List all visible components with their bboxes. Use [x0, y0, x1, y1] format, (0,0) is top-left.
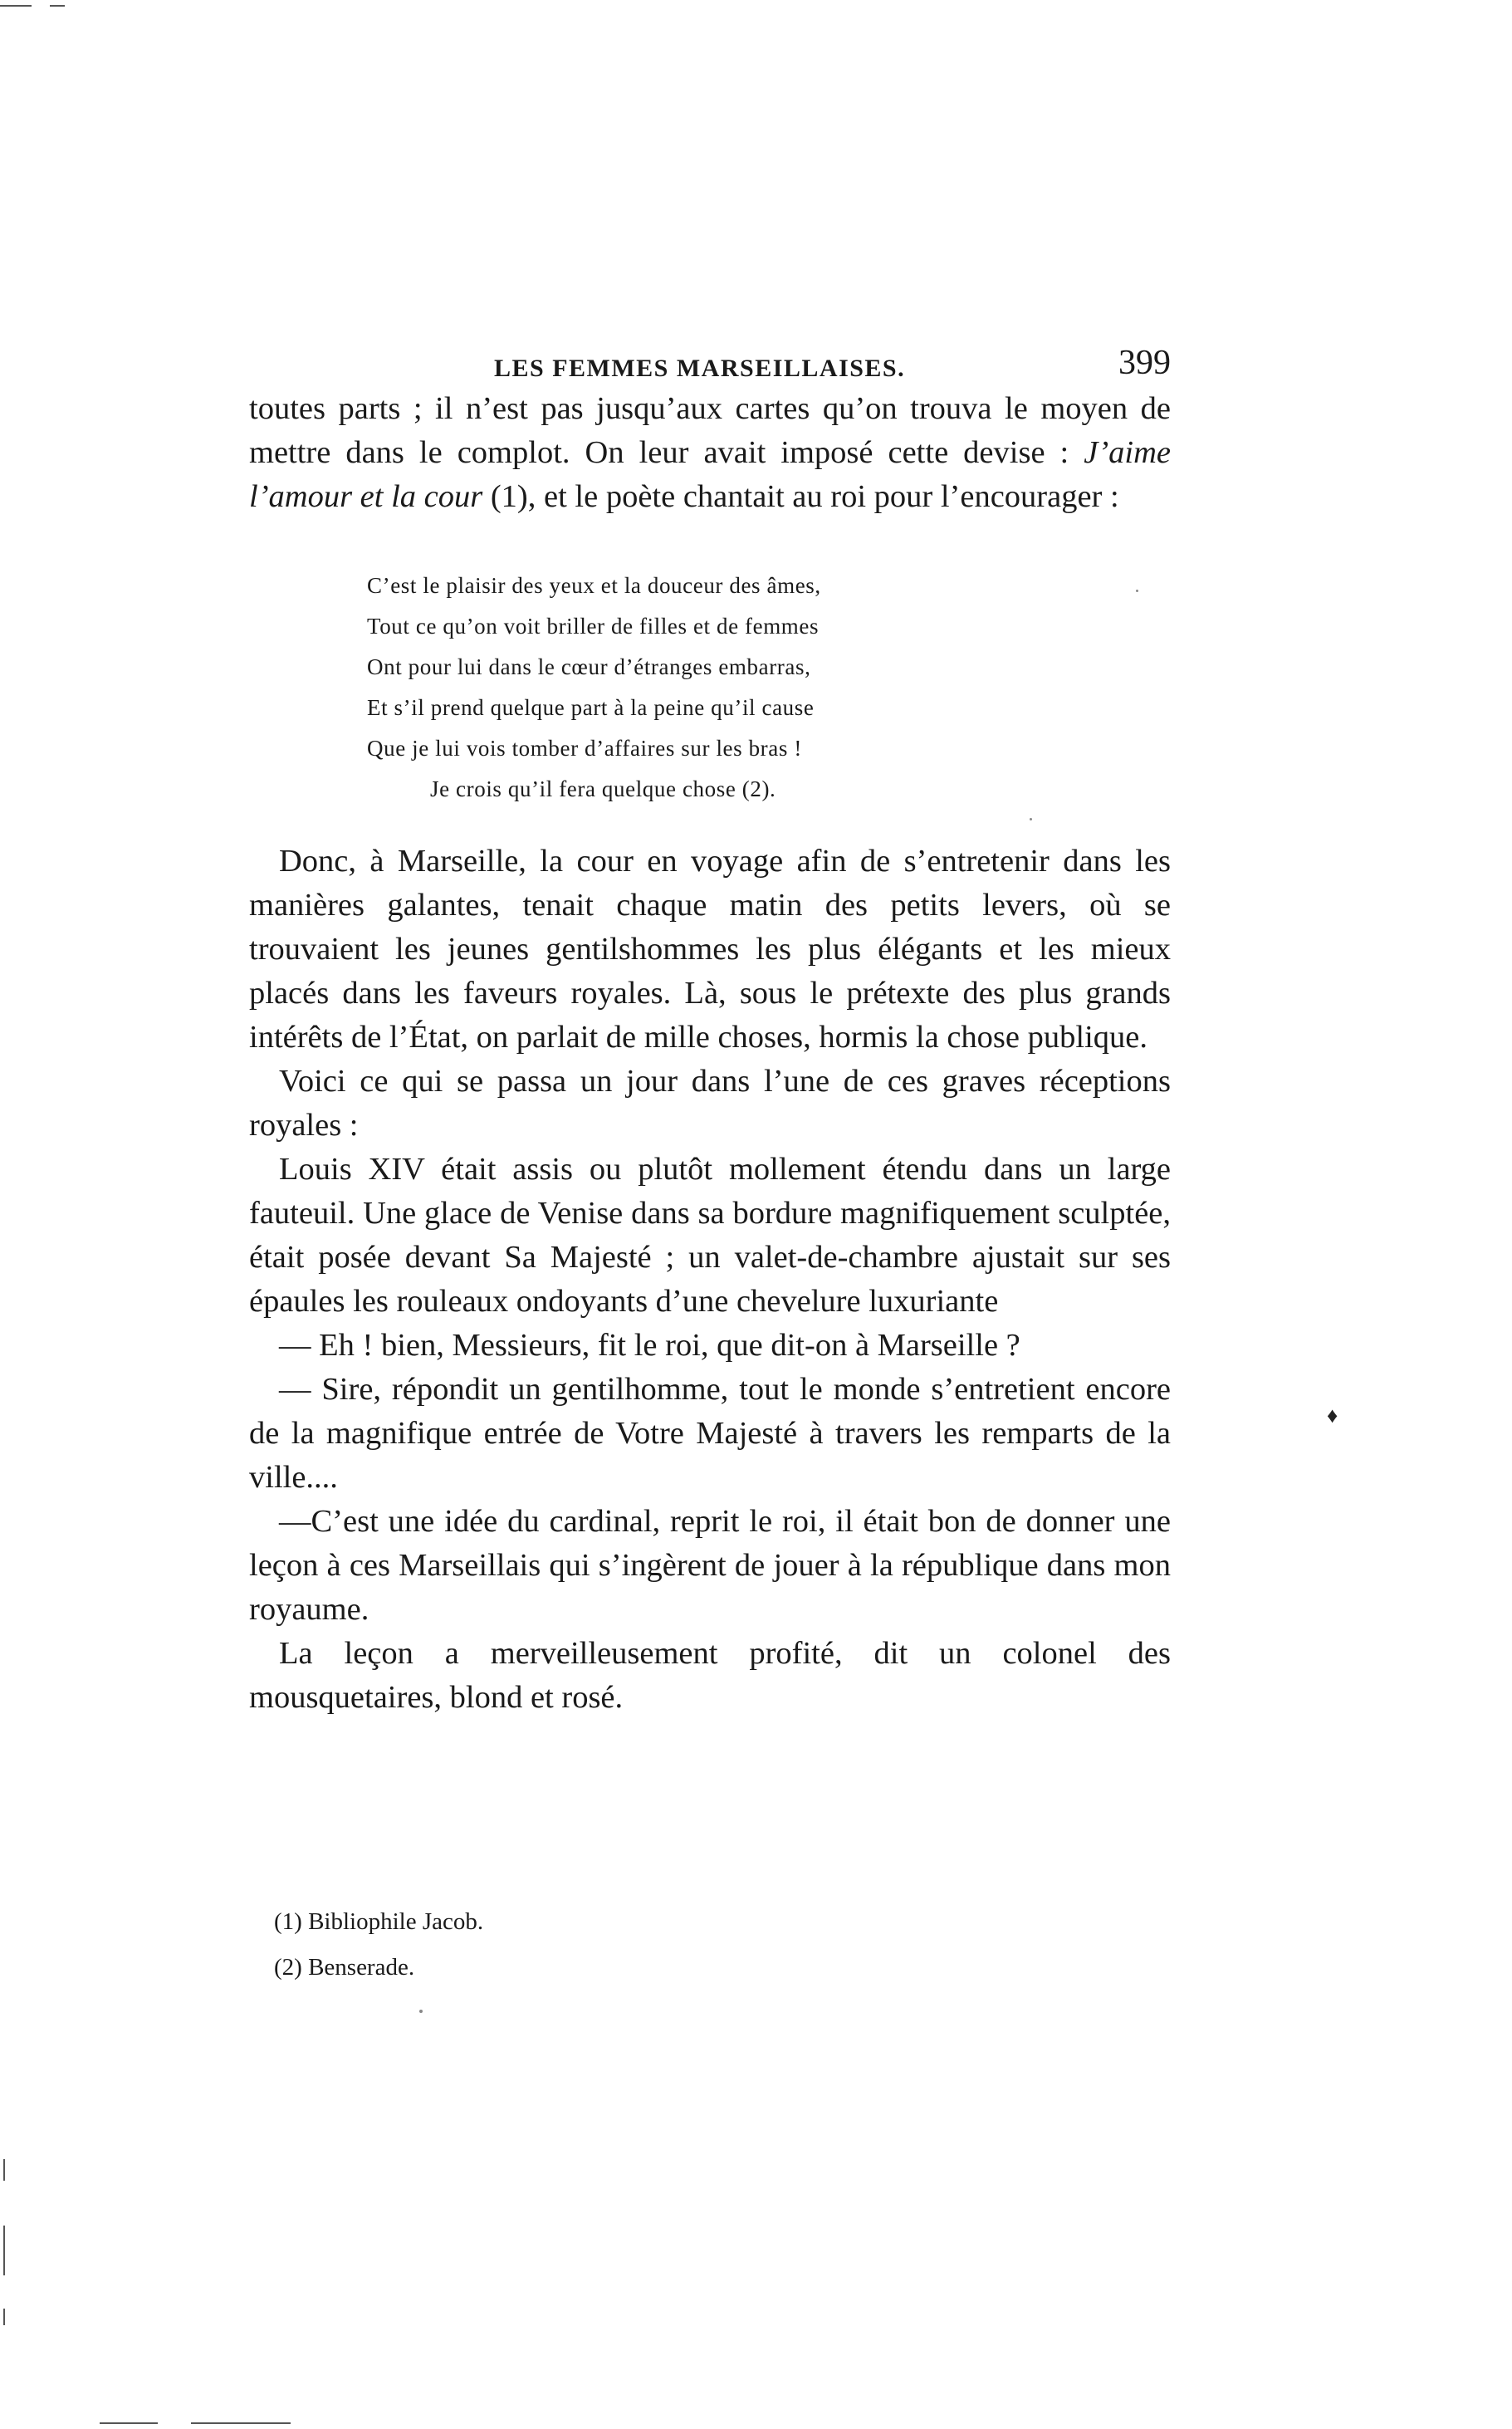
paragraph-1 — [249, 387, 1171, 519]
speck — [1030, 818, 1032, 820]
verse-block — [367, 566, 1171, 810]
footnote: (1) Bibliophile Jacob. — [274, 1908, 484, 1935]
verse-line: Je crois qu’il fera quelque chose (2). — [430, 776, 776, 801]
scan-mark-left-edge — [3, 2159, 5, 2181]
paragraph-7: —C’est une idée du cardinal, reprit le roi, il était bon de donner une leçon à ces Marseillais qui s’ingèrent de jouer à la république dans mon royaume. — [249, 1504, 1171, 1627]
motto: J’aime l’amour et la cour — [249, 435, 1171, 514]
scan-mark-top-left — [0, 5, 32, 7]
speck — [1136, 590, 1138, 592]
page-header — [249, 336, 1171, 386]
paragraph-6: — Sire, répondit un gentilhomme, tout le monde s’entretient encore de la magnifique entrée de Votre Majesté à travers les remparts de la ville.... — [249, 1372, 1171, 1495]
verse-line: Ont pour lui dans le cœur d’étranges embarras, — [367, 654, 811, 679]
scan-mark-left-edge — [3, 2226, 5, 2275]
scan-mark-bottom — [191, 2422, 291, 2424]
paragraph-3: Voici ce qui se passa un jour dans l’une de ces graves réceptions royales : — [249, 1064, 1171, 1143]
running-title: LES FEMMES MARSEILLAISES. — [494, 355, 906, 382]
marginal-mark-icon: ♦ — [1327, 1403, 1338, 1428]
footnote: (2) Benserade. — [274, 1954, 415, 1981]
body-text — [249, 387, 1171, 1720]
scan-mark-bottom — [100, 2422, 158, 2424]
paragraph-1-text: toutes parts ; il n’est pas jusqu’aux cartes qu’on trouva le moyen de mettre dans le complot. On leur avait imposé cette devise : — [249, 391, 1171, 470]
paragraph-1-tail: (1), et le poète chantait au roi pour l’encourager : — [490, 479, 1119, 514]
speck — [419, 2010, 423, 2013]
paragraph-2: Donc, à Marseille, la cour en voyage afin de s’entretenir dans les manières galantes, tenait chaque matin des petits levers, où se trouvaient les jeunes gentilshommes les plus élégants et les mieux placés dans les faveurs royales. Là, sous le prétexte des plus grands intérêts de l’État, on parlait de mille choses, hormis la chose publique. — [249, 844, 1171, 1055]
scan-mark-top-left — [50, 5, 65, 7]
paragraph-4: Louis XIV était assis ou plutôt mollement étendu dans un large fauteuil. Une glace de Venise dans sa bordure magnifiquement sculptée, était posée devant Sa Majesté ; un valet-de-chambre ajustait sur ses épaules les rouleaux ondoyants d’une chevelure luxuriante — [249, 1152, 1171, 1319]
paragraph-8: La leçon a merveilleusement profité, dit un colonel des mousquetaires, blond et rosé. — [249, 1636, 1171, 1715]
verse-line: Tout ce qu’on voit briller de filles et de femmes — [367, 614, 820, 639]
verse-line: Et s’il prend quelque part à la peine qu’il cause — [367, 695, 815, 720]
scan-mark-left-edge — [3, 2309, 5, 2325]
verse-line: C’est le plaisir des yeux et la douceur des âmes, — [367, 573, 821, 598]
page-number: 399 — [1118, 344, 1171, 382]
footnotes — [274, 1899, 483, 1991]
paragraph-5: — Eh ! bien, Messieurs, fit le roi, que dit-on à Marseille ? — [279, 1328, 1020, 1363]
verse-line: Que je lui vois tomber d’affaires sur les bras ! — [367, 736, 802, 761]
